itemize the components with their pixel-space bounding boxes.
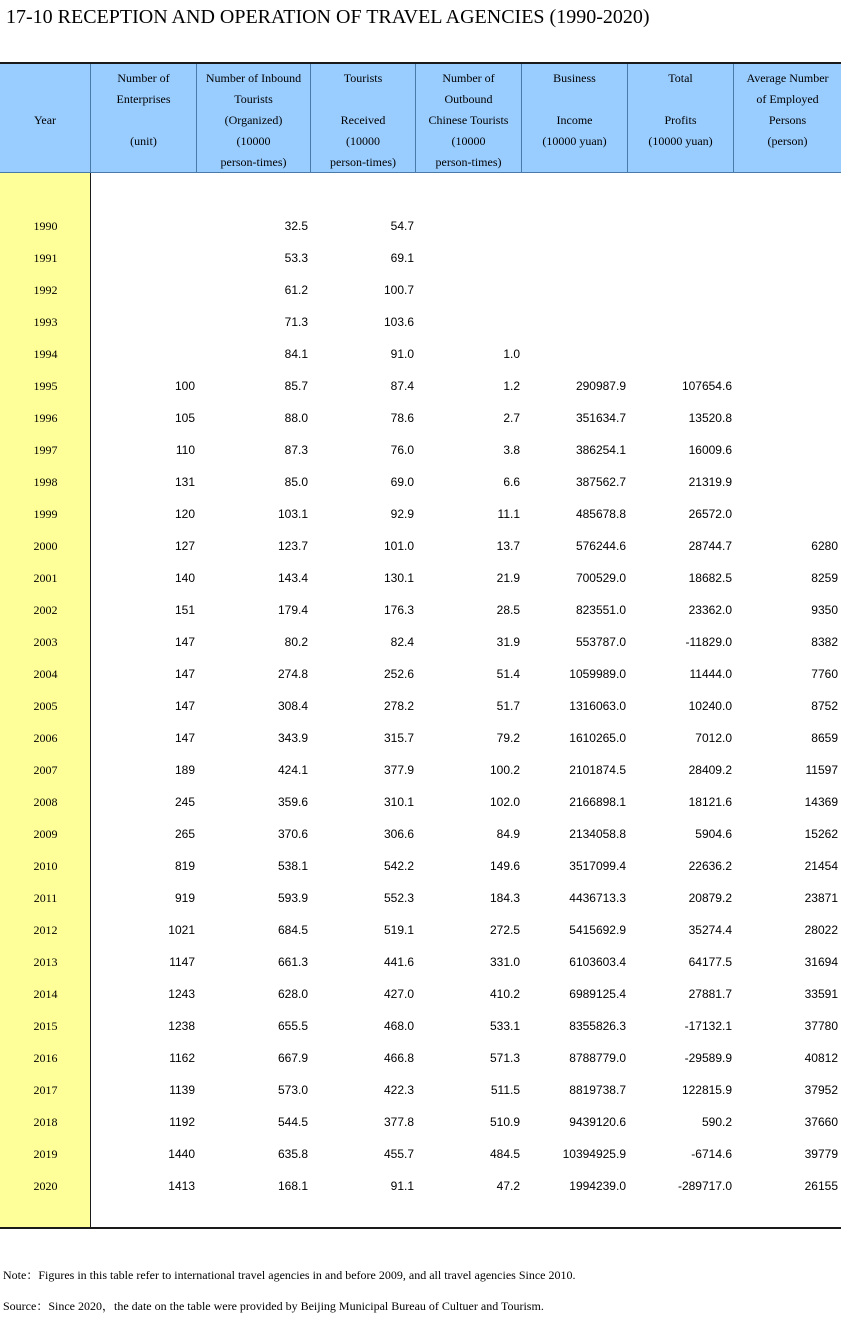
value-cell: 107654.6 bbox=[681, 379, 732, 393]
value-cell: 1.0 bbox=[503, 347, 520, 361]
column-header-line: Income bbox=[556, 113, 593, 127]
value-cell: 120 bbox=[174, 507, 195, 521]
value-cell: 7012.0 bbox=[695, 731, 732, 745]
value-cell: 184.3 bbox=[489, 891, 520, 905]
value-cell: 85.0 bbox=[284, 475, 308, 489]
value-cell: 31.9 bbox=[496, 635, 520, 649]
value-cell: 1413 bbox=[168, 1179, 195, 1193]
value-cell: 3.8 bbox=[503, 443, 520, 457]
value-cell: 11444.0 bbox=[689, 667, 732, 681]
year-cell: 1998 bbox=[33, 475, 58, 489]
value-cell: 290987.9 bbox=[575, 379, 626, 393]
value-cell: 76.0 bbox=[390, 443, 414, 457]
value-cell: 53.3 bbox=[284, 251, 308, 265]
column-header-5 bbox=[522, 64, 628, 172]
value-cell: 272.5 bbox=[489, 923, 520, 937]
column-header-line: Persons bbox=[768, 113, 807, 127]
value-cell: 8819738.7 bbox=[569, 1083, 626, 1097]
value-cell: 2166898.1 bbox=[569, 795, 626, 809]
value-cell: 593.9 bbox=[277, 891, 308, 905]
value-cell: 1238 bbox=[168, 1019, 195, 1033]
value-cell: 552.3 bbox=[383, 891, 414, 905]
value-cell: 20879.2 bbox=[688, 891, 732, 905]
value-cell: 331.0 bbox=[489, 955, 520, 969]
value-cell: 28.5 bbox=[496, 603, 520, 617]
value-cell: 441.6 bbox=[383, 955, 414, 969]
value-cell: 571.3 bbox=[489, 1051, 520, 1065]
value-cell: 8355826.3 bbox=[569, 1019, 626, 1033]
table-row bbox=[0, 530, 841, 562]
column-header-line: Number of Inbound bbox=[205, 71, 302, 85]
table-row bbox=[0, 818, 841, 850]
column-header-0 bbox=[0, 64, 91, 172]
column-header-3 bbox=[311, 64, 416, 172]
table-note: Note：Figures in this table refer to international travel agencies in and before 2009, and all travel agencies Since 2010. bbox=[3, 1268, 576, 1282]
table-row bbox=[0, 946, 841, 978]
value-cell: 2.7 bbox=[503, 411, 520, 425]
value-cell: 123.7 bbox=[277, 539, 308, 553]
value-cell: 140 bbox=[174, 571, 195, 585]
table-row bbox=[0, 850, 841, 882]
year-cell: 1994 bbox=[33, 347, 58, 361]
value-cell: 10394925.9 bbox=[562, 1147, 626, 1161]
value-cell: 573.0 bbox=[277, 1083, 308, 1097]
year-cell: 1990 bbox=[33, 219, 58, 233]
table-row bbox=[0, 978, 841, 1010]
value-cell: 47.2 bbox=[496, 1179, 520, 1193]
value-cell: -17132.1 bbox=[684, 1019, 732, 1033]
value-cell: 455.7 bbox=[383, 1147, 414, 1161]
column-header-line: person-times) bbox=[435, 155, 502, 169]
value-cell: 628.0 bbox=[277, 987, 308, 1001]
column-header-line: Received bbox=[340, 113, 386, 127]
table-row bbox=[0, 306, 841, 338]
table-row bbox=[0, 626, 841, 658]
column-header-7 bbox=[734, 64, 841, 172]
column-header-line: person-times) bbox=[220, 155, 287, 169]
year-cell: 2001 bbox=[33, 571, 58, 585]
value-cell: 661.3 bbox=[277, 955, 308, 969]
column-header-line: Business bbox=[553, 71, 596, 85]
table-row bbox=[0, 274, 841, 306]
value-cell: 6103603.4 bbox=[569, 955, 626, 969]
value-cell: 533.1 bbox=[489, 1019, 520, 1033]
value-cell: 151 bbox=[174, 603, 195, 617]
table-header bbox=[0, 64, 841, 173]
value-cell: 13.7 bbox=[496, 539, 520, 553]
value-cell: 147 bbox=[174, 699, 195, 713]
value-cell: -11829.0 bbox=[685, 635, 732, 649]
column-header-line: Outbound bbox=[444, 92, 493, 106]
value-cell: 544.5 bbox=[277, 1115, 308, 1129]
table-row bbox=[0, 882, 841, 914]
value-cell: 252.6 bbox=[383, 667, 414, 681]
value-cell: 1243 bbox=[168, 987, 195, 1001]
column-header-line: Tourists bbox=[234, 92, 273, 106]
value-cell: 32.5 bbox=[284, 219, 308, 233]
table-row bbox=[0, 722, 841, 754]
value-cell: 1147 bbox=[169, 955, 195, 969]
table-row bbox=[0, 690, 841, 722]
value-cell: 64177.5 bbox=[688, 955, 732, 969]
value-cell: 26572.0 bbox=[688, 507, 732, 521]
value-cell: 28409.2 bbox=[688, 763, 732, 777]
value-cell: 18682.5 bbox=[688, 571, 732, 585]
value-cell: 21.9 bbox=[496, 571, 520, 585]
value-cell: 37660 bbox=[804, 1115, 838, 1129]
value-cell: 8259 bbox=[811, 571, 838, 585]
table-row bbox=[0, 594, 841, 626]
value-cell: 386254.1 bbox=[575, 443, 626, 457]
table-row bbox=[0, 402, 841, 434]
value-cell: 351634.7 bbox=[575, 411, 626, 425]
value-cell: -29589.9 bbox=[684, 1051, 732, 1065]
value-cell: 511.5 bbox=[490, 1083, 520, 1097]
value-cell: 422.3 bbox=[383, 1083, 414, 1097]
value-cell: 485678.8 bbox=[575, 507, 626, 521]
column-header-line bbox=[91, 110, 196, 131]
table-row bbox=[0, 914, 841, 946]
year-cell: 2019 bbox=[33, 1147, 58, 1161]
value-cell: 1440 bbox=[168, 1147, 195, 1161]
value-cell: 147 bbox=[174, 635, 195, 649]
table-row bbox=[0, 1074, 841, 1106]
value-cell: 410.2 bbox=[489, 987, 520, 1001]
column-header-line: person-times) bbox=[330, 155, 396, 169]
value-cell: 69.1 bbox=[390, 251, 414, 265]
value-cell: 37780 bbox=[804, 1019, 838, 1033]
table-row bbox=[0, 242, 841, 274]
value-cell: 635.8 bbox=[277, 1147, 308, 1161]
value-cell: 51.4 bbox=[496, 667, 520, 681]
table-row bbox=[0, 658, 841, 690]
value-cell: 21454 bbox=[804, 859, 838, 873]
value-cell: 100 bbox=[174, 379, 195, 393]
year-cell: 1997 bbox=[33, 443, 58, 457]
column-header-line: (10000 bbox=[346, 134, 380, 148]
value-cell: 6.6 bbox=[503, 475, 520, 489]
table-row bbox=[0, 338, 841, 370]
column-header-line: Number of bbox=[117, 71, 170, 85]
value-cell: 51.7 bbox=[496, 699, 520, 713]
value-cell: 6989125.4 bbox=[569, 987, 626, 1001]
value-cell: 576244.6 bbox=[575, 539, 626, 553]
table-row bbox=[0, 1106, 841, 1138]
value-cell: 553787.0 bbox=[575, 635, 626, 649]
column-header-line: (person) bbox=[767, 134, 808, 148]
value-cell: 1192 bbox=[169, 1115, 195, 1129]
value-cell: 92.9 bbox=[390, 507, 414, 521]
value-cell: 510.9 bbox=[489, 1115, 520, 1129]
value-cell: 542.2 bbox=[383, 859, 414, 873]
data-table bbox=[0, 62, 841, 1229]
value-cell: 823551.0 bbox=[575, 603, 626, 617]
value-cell: 8382 bbox=[811, 635, 838, 649]
value-cell: 1059989.0 bbox=[569, 667, 626, 681]
column-header-line: Year bbox=[33, 113, 57, 127]
value-cell: 149.6 bbox=[489, 859, 520, 873]
table-row bbox=[0, 1010, 841, 1042]
value-cell: 919 bbox=[174, 891, 195, 905]
value-cell: 538.1 bbox=[277, 859, 308, 873]
table-row bbox=[0, 562, 841, 594]
column-header-line: Tourists bbox=[343, 71, 383, 85]
year-cell: 2000 bbox=[33, 539, 58, 553]
value-cell: 127 bbox=[174, 539, 195, 553]
column-header-line: (10000 bbox=[451, 134, 486, 148]
value-cell: 14369 bbox=[804, 795, 838, 809]
column-header-line bbox=[628, 89, 733, 110]
value-cell: 5415692.9 bbox=[569, 923, 626, 937]
value-cell: 468.0 bbox=[383, 1019, 414, 1033]
value-cell: 9439120.6 bbox=[569, 1115, 626, 1129]
value-cell: 2134058.8 bbox=[569, 827, 626, 841]
column-header-4 bbox=[416, 64, 522, 172]
value-cell: 6280 bbox=[811, 539, 838, 553]
value-cell: 54.7 bbox=[390, 219, 414, 233]
value-cell: 1139 bbox=[169, 1083, 195, 1097]
value-cell: 28022 bbox=[804, 923, 838, 937]
year-cell: 2014 bbox=[33, 987, 58, 1001]
value-cell: 377.8 bbox=[383, 1115, 414, 1129]
value-cell: 78.6 bbox=[390, 411, 414, 425]
year-cell: 2011 bbox=[33, 891, 58, 905]
value-cell: 1162 bbox=[169, 1051, 195, 1065]
year-cell: 2016 bbox=[33, 1051, 58, 1065]
column-header-line: (10000 yuan) bbox=[648, 134, 713, 148]
value-cell: 33591 bbox=[804, 987, 838, 1001]
value-cell: 10240.0 bbox=[688, 699, 732, 713]
value-cell: 31694 bbox=[804, 955, 838, 969]
value-cell: 819 bbox=[174, 859, 195, 873]
column-header-2 bbox=[197, 64, 311, 172]
value-cell: 8659 bbox=[811, 731, 838, 745]
table-row bbox=[0, 1170, 841, 1202]
value-cell: 16009.6 bbox=[688, 443, 732, 457]
value-cell: 84.1 bbox=[284, 347, 308, 361]
value-cell: 7760 bbox=[811, 667, 838, 681]
value-cell: 101.0 bbox=[383, 539, 414, 553]
value-cell: 1021 bbox=[168, 923, 195, 937]
value-cell: 79.2 bbox=[496, 731, 520, 745]
value-cell: 306.6 bbox=[383, 827, 414, 841]
value-cell: 84.9 bbox=[496, 827, 520, 841]
value-cell: 387562.7 bbox=[575, 475, 626, 489]
value-cell: 147 bbox=[174, 731, 195, 745]
value-cell: 8752 bbox=[811, 699, 838, 713]
table-row bbox=[0, 466, 841, 498]
year-cell: 1992 bbox=[33, 283, 58, 297]
value-cell: 11.1 bbox=[497, 507, 520, 521]
year-cell: 2015 bbox=[33, 1019, 58, 1033]
value-cell: 87.3 bbox=[284, 443, 308, 457]
value-cell: 40812 bbox=[804, 1051, 838, 1065]
value-cell: 1610265.0 bbox=[569, 731, 626, 745]
value-cell: 8788779.0 bbox=[569, 1051, 626, 1065]
year-cell: 2007 bbox=[33, 763, 58, 777]
year-cell: 1995 bbox=[33, 379, 58, 393]
value-cell: 80.2 bbox=[284, 635, 308, 649]
column-header-line: Number of bbox=[442, 71, 495, 85]
year-cell: 2006 bbox=[33, 731, 58, 745]
year-cell: 1996 bbox=[33, 411, 58, 425]
table-row bbox=[0, 786, 841, 818]
value-cell: 91.0 bbox=[390, 347, 414, 361]
value-cell: 274.8 bbox=[277, 667, 308, 681]
value-cell: 13520.8 bbox=[688, 411, 732, 425]
value-cell: 265 bbox=[174, 827, 195, 841]
value-cell: 466.8 bbox=[383, 1051, 414, 1065]
value-cell: 147 bbox=[174, 667, 195, 681]
value-cell: 700529.0 bbox=[575, 571, 626, 585]
value-cell: 4436713.3 bbox=[569, 891, 626, 905]
value-cell: 278.2 bbox=[383, 699, 414, 713]
table-rows bbox=[0, 210, 841, 1202]
value-cell: 27881.7 bbox=[688, 987, 732, 1001]
value-cell: 69.0 bbox=[390, 475, 414, 489]
value-cell: 427.0 bbox=[383, 987, 414, 1001]
value-cell: 310.1 bbox=[383, 795, 414, 809]
value-cell: 684.5 bbox=[277, 923, 308, 937]
value-cell: 110 bbox=[175, 443, 195, 457]
table-body bbox=[0, 173, 841, 1229]
year-cell: 2002 bbox=[33, 603, 58, 617]
value-cell: 370.6 bbox=[277, 827, 308, 841]
column-header-line: (10000 bbox=[236, 134, 271, 148]
table-source: Source：Since 2020，the date on the table were provided by Beijing Municipal Bureau of Cultuer and Tourism. bbox=[3, 1299, 544, 1313]
value-cell: 102.0 bbox=[489, 795, 520, 809]
column-header-line: (Organized) bbox=[224, 113, 283, 127]
year-cell: 1999 bbox=[33, 507, 58, 521]
value-cell: 37952 bbox=[804, 1083, 838, 1097]
value-cell: 3517099.4 bbox=[569, 859, 626, 873]
column-header-line: (10000 yuan) bbox=[542, 134, 607, 148]
table-row bbox=[0, 434, 841, 466]
column-header-line bbox=[522, 89, 627, 110]
year-cell: 2003 bbox=[33, 635, 58, 649]
year-cell: 2017 bbox=[33, 1083, 58, 1097]
column-header-line bbox=[311, 89, 415, 110]
value-cell: 655.5 bbox=[277, 1019, 308, 1033]
value-cell: 315.7 bbox=[383, 731, 414, 745]
column-header-1 bbox=[91, 64, 197, 172]
value-cell: 88.0 bbox=[284, 411, 308, 425]
value-cell: 308.4 bbox=[277, 699, 308, 713]
year-cell: 2013 bbox=[33, 955, 58, 969]
value-cell: 667.9 bbox=[277, 1051, 308, 1065]
value-cell: 28744.7 bbox=[688, 539, 732, 553]
value-cell: 100.2 bbox=[489, 763, 520, 777]
table-row bbox=[0, 754, 841, 786]
table-row bbox=[0, 210, 841, 242]
value-cell: 103.1 bbox=[277, 507, 308, 521]
value-cell: 18121.6 bbox=[688, 795, 732, 809]
value-cell: 100.7 bbox=[383, 283, 414, 297]
year-cell: 2008 bbox=[33, 795, 58, 809]
column-header-line: Profits bbox=[664, 113, 697, 127]
table-title: 17-10 RECEPTION AND OPERATION OF TRAVEL AGENCIES (1990-2020) bbox=[6, 6, 650, 28]
column-header-line: Average Number bbox=[746, 71, 829, 85]
value-cell: 189 bbox=[174, 763, 195, 777]
value-cell: 105 bbox=[174, 411, 195, 425]
column-header-line: Total bbox=[668, 71, 693, 85]
value-cell: 39779 bbox=[804, 1147, 838, 1161]
column-header-line: of Employed bbox=[756, 92, 819, 106]
value-cell: 2101874.5 bbox=[569, 763, 626, 777]
value-cell: 1.2 bbox=[503, 379, 520, 393]
table-row bbox=[0, 1042, 841, 1074]
year-cell: 2020 bbox=[33, 1179, 58, 1193]
value-cell: 131 bbox=[174, 475, 195, 489]
year-cell: 1991 bbox=[33, 251, 58, 265]
value-cell: 5904.6 bbox=[695, 827, 732, 841]
value-cell: 61.2 bbox=[284, 283, 308, 297]
value-cell: 15262 bbox=[804, 827, 838, 841]
value-cell: 245 bbox=[174, 795, 195, 809]
table-row bbox=[0, 370, 841, 402]
value-cell: -289717.0 bbox=[677, 1179, 732, 1193]
value-cell: 26155 bbox=[804, 1179, 838, 1193]
value-cell: 176.3 bbox=[383, 603, 414, 617]
value-cell: 21319.9 bbox=[688, 475, 732, 489]
value-cell: 519.1 bbox=[383, 923, 414, 937]
value-cell: 377.9 bbox=[383, 763, 414, 777]
value-cell: 71.3 bbox=[284, 315, 308, 329]
column-header-line: Enterprises bbox=[116, 92, 171, 106]
year-cell: 2010 bbox=[33, 859, 58, 873]
value-cell: -6714.6 bbox=[691, 1147, 732, 1161]
column-header-6 bbox=[628, 64, 734, 172]
value-cell: 11597 bbox=[805, 763, 838, 777]
value-cell: 122815.9 bbox=[681, 1083, 732, 1097]
year-cell: 2009 bbox=[33, 827, 58, 841]
value-cell: 9350 bbox=[811, 603, 838, 617]
column-header-line: (unit) bbox=[130, 134, 157, 148]
value-cell: 424.1 bbox=[277, 763, 308, 777]
value-cell: 91.1 bbox=[390, 1179, 414, 1193]
year-cell: 2012 bbox=[33, 923, 58, 937]
value-cell: 87.4 bbox=[390, 379, 414, 393]
year-cell: 2018 bbox=[33, 1115, 58, 1129]
year-cell: 2005 bbox=[33, 699, 58, 713]
value-cell: 22636.2 bbox=[688, 859, 732, 873]
value-cell: 590.2 bbox=[701, 1115, 732, 1129]
year-cell: 1993 bbox=[33, 315, 58, 329]
value-cell: 143.4 bbox=[277, 571, 308, 585]
column-header-line: Chinese Tourists bbox=[428, 113, 509, 127]
value-cell: 1316063.0 bbox=[569, 699, 626, 713]
value-cell: 343.9 bbox=[277, 731, 308, 745]
value-cell: 85.7 bbox=[284, 379, 308, 393]
value-cell: 484.5 bbox=[489, 1147, 520, 1161]
value-cell: 23871 bbox=[804, 891, 838, 905]
value-cell: 82.4 bbox=[390, 635, 414, 649]
table-row bbox=[0, 1138, 841, 1170]
value-cell: 103.6 bbox=[383, 315, 414, 329]
value-cell: 179.4 bbox=[277, 603, 308, 617]
value-cell: 130.1 bbox=[383, 571, 414, 585]
value-cell: 1994239.0 bbox=[569, 1179, 626, 1193]
year-cell: 2004 bbox=[33, 667, 58, 681]
table-row bbox=[0, 498, 841, 530]
value-cell: 23362.0 bbox=[688, 603, 732, 617]
value-cell: 168.1 bbox=[277, 1179, 308, 1193]
value-cell: 359.6 bbox=[277, 795, 308, 809]
value-cell: 35274.4 bbox=[688, 923, 732, 937]
